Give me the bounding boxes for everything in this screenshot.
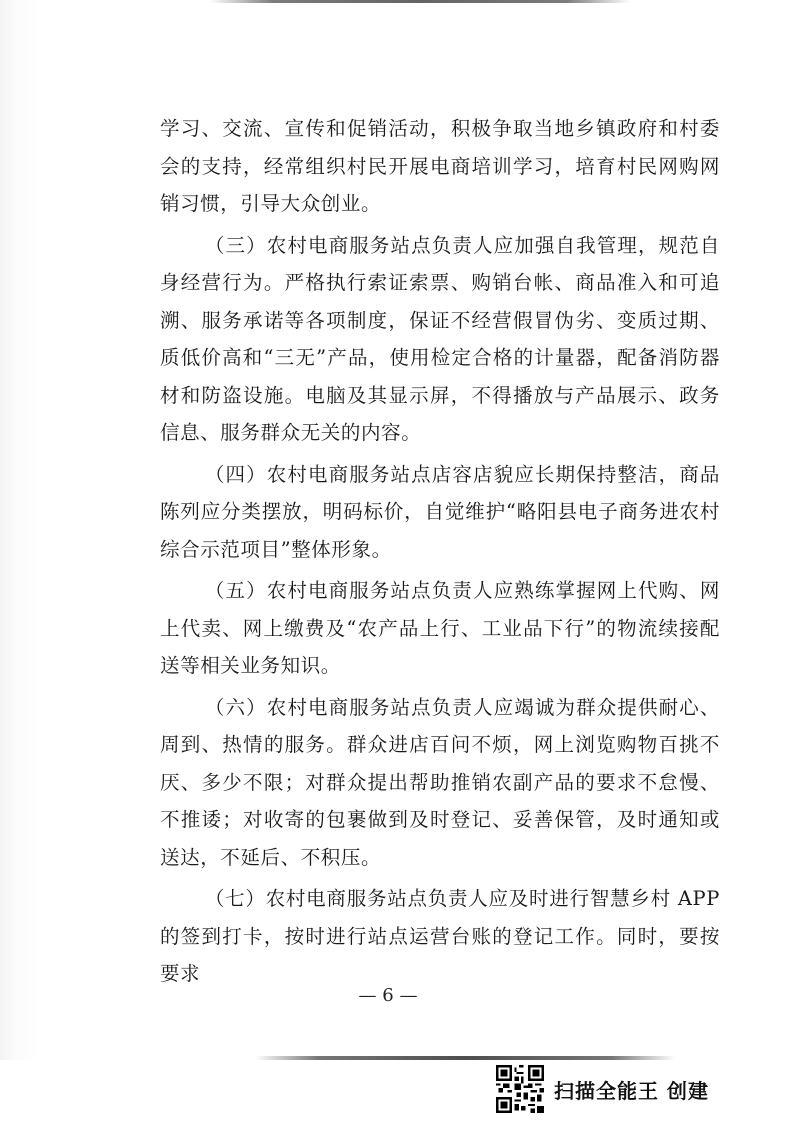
scan-edge-shadow-top — [210, 0, 630, 3]
scanner-watermark — [496, 1062, 709, 1116]
paragraph-continuation: 学习、交流、宣传和促销活动，积极争取当地乡镇政府和村委会的支持，经常组织村民开展电商培训学习，培育村民网购网销习惯，引导大众创业。 — [160, 117, 720, 215]
scan-edge-shadow-bottom — [255, 1056, 675, 1060]
watermark-label: 扫描全能王 创建 — [554, 1078, 709, 1103]
paragraph-section-3: （三）农村电商服务站点负责人应加强自我管理，规范自身经营行为。严格执行索证索票、购销台帐、商品准入和可追溯、服务承诺等各项制度，保证不经营假冒伪劣、变质过期、质低价高和“三无”产品，使用检定合格的计量器，配备消防器材和防盗设施。电脑及其显示屏，不得播放与产品展示、政务信息、服务群众无关的内容。 — [160, 233, 720, 444]
qr-code-icon — [496, 1065, 544, 1113]
paragraph-section-7: （七）农村电商服务站点负责人应及时进行智慧乡村 APP 的签到打卡，按时进行站点运营台账的登记工作。同时，要按要求 — [160, 887, 720, 985]
paragraph-section-4: （四）农村电商服务站点店容店貌应长期保持整洁，商品陈列应分类摆放，明码标价，自觉维护“略阳县电子商务进农村综合示范项目”整体形象。 — [160, 462, 720, 561]
paragraph-section-6: （六）农村电商服务站点负责人应竭诚为群众提供耐心、周到、热情的服务。群众进店百问不烦，网上浏览购物百挑不厌、多少不限；对群众提出帮助推销农副产品的要求不怠慢、不推诿；对收寄的包裹做到及时登记、妥善保管，及时通知或送达，不延后、不积压。 — [160, 695, 720, 869]
paragraph-section-5: （五）农村电商服务站点负责人应熟练掌握网上代购、网上代卖、网上缴费及“农产品上行、工业品下行”的物流续接配送等相关业务知识。 — [160, 579, 720, 677]
page-number: — 6 — — [358, 985, 418, 1006]
document-body — [160, 110, 720, 993]
